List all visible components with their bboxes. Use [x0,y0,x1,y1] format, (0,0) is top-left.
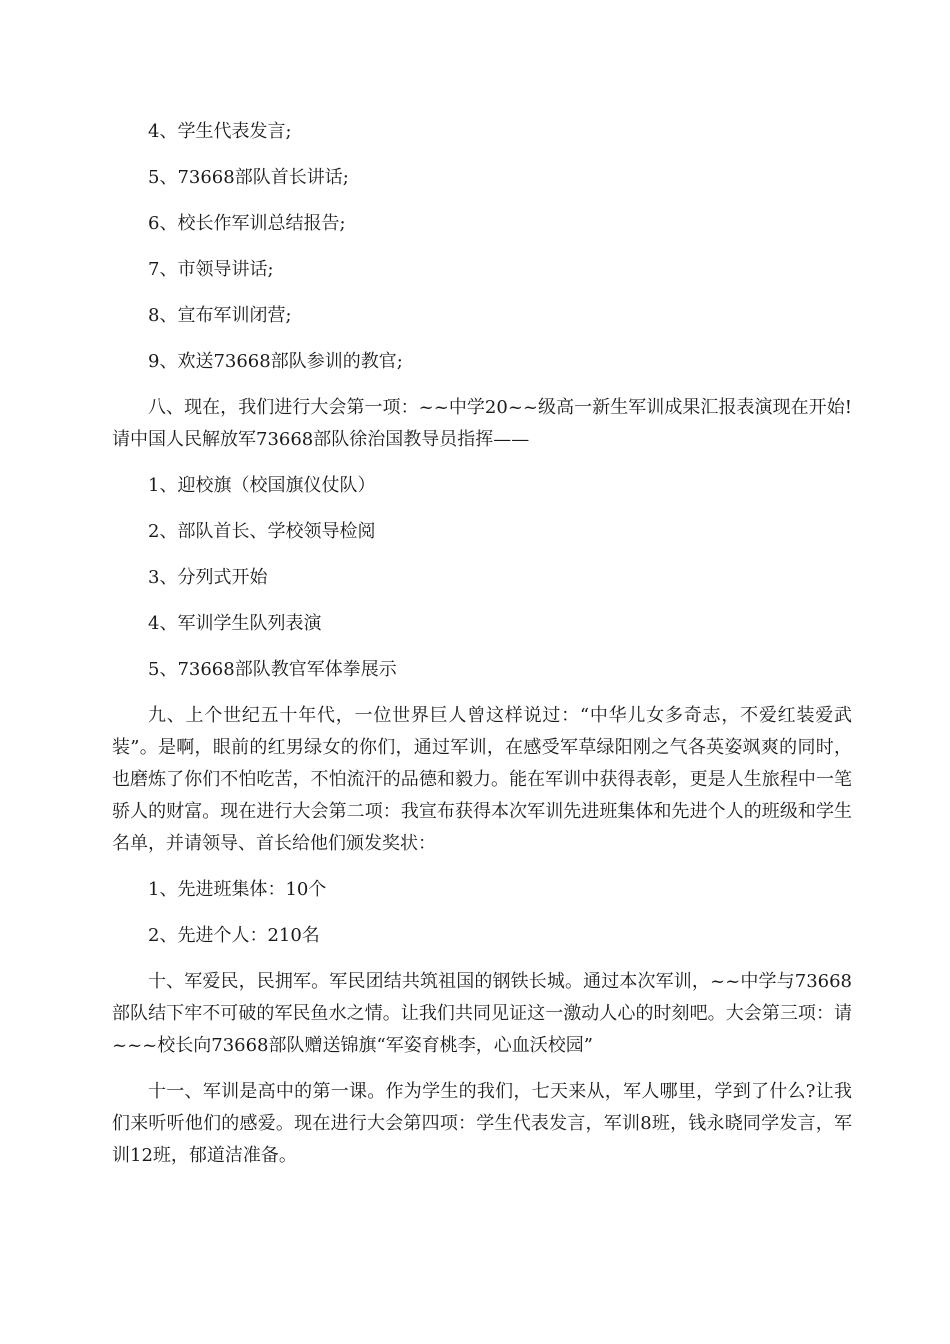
list-item: 4、学生代表发言; [148,121,292,142]
paragraph-section-8: 八、现在，我们进行大会第一项：~~中学20~~级高一新生军训成果汇报表演现在开始!请中国人民解放军73668部队徐治国教导员指挥—— [112,397,852,450]
list-item: 8、宣布军训闭营; [148,305,292,326]
list-item: 7、市领导讲话; [148,259,274,280]
list-item: 5、73668部队首长讲话; [148,167,349,188]
list-item: 2、先进个人：210名 [148,925,320,946]
list-item: 1、迎校旗（校国旗仪仗队） [148,475,376,496]
list-item: 1、先进班集体：10个 [148,879,327,900]
list-item: 3、分列式开始 [148,567,268,588]
paragraph-section-9: 九、上个世纪五十年代，一位世界巨人曾这样说过：“中华儿女多奇志，不爱红装爱武装”。是啊，眼前的红男绿女的你们，通过军训，在感受军草绿阳刚之气各英姿飒爽的同时，也磨炼了你们不怕吃苦，不怕流汗的品德和毅力。能在军训中获得表彰，更是人生旅程中一笔骄人的财富。现在进行大会第二项：我宣布获得本次军训先进班集体和先进个人的班级和学生名单，并请领导、首长给他们颁发奖状： [112,705,852,854]
document-page [112,116,852,1172]
list-item: 9、欢送73668部队参训的教官; [148,351,403,372]
list-item: 5、73668部队教官军体拳展示 [148,659,397,680]
list-item: 2、部队首长、学校领导检阅 [148,521,376,542]
paragraph-section-10: 十、军爱民，民拥军。军民团结共筑祖国的钢铁长城。通过本次军训，~~中学与73668部队结下牢不可破的军民鱼水之情。让我们共同见证这一激动人心的时刻吧。大会第三项：请~~~校长向73668部队赠送锦旗“军姿育桃李，心血沃校园” [112,971,852,1056]
list-item: 4、军训学生队列表演 [148,613,322,634]
paragraph-section-11: 十一、军训是高中的第一课。作为学生的我们，七天来从，军人哪里，学到了什么?让我们来听听他们的感爱。现在进行大会第四项：学生代表发言，军训8班，钱永晓同学发言，军训12班，郁道洁准备。 [112,1081,852,1166]
list-item: 6、校长作军训总结报告; [148,213,346,234]
